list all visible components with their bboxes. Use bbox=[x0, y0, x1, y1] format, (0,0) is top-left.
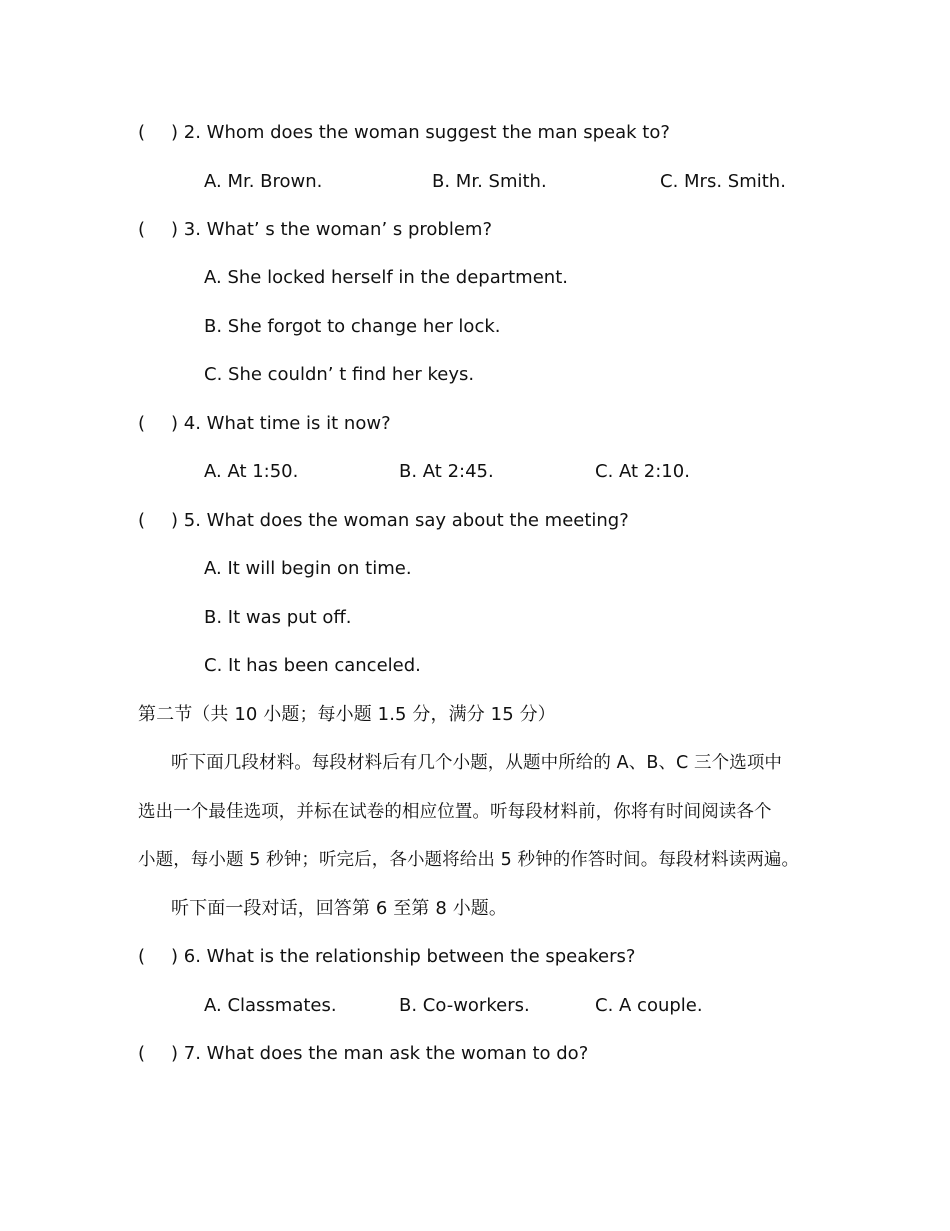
answer-blank-open-paren: ( bbox=[138, 946, 146, 967]
option-b: B. Co-workers. bbox=[399, 995, 530, 1016]
instruction-line-1: 听下面几段材料。每段材料后有几个小题，从题中所给的 A、B、C 三个选项中 bbox=[171, 753, 783, 773]
option-c: C. At 2:10. bbox=[595, 461, 690, 482]
option-a: A. Classmates. bbox=[204, 995, 337, 1016]
option-c: C. Mrs. Smith. bbox=[660, 171, 786, 192]
answer-blank-open-paren: ( bbox=[138, 510, 146, 531]
option-c: C. A couple. bbox=[595, 995, 703, 1016]
option-b: B. It was put off. bbox=[204, 607, 352, 628]
option-a: A. She locked herself in the department. bbox=[204, 267, 568, 288]
question-text: ) 3. What’ s the woman’ s problem? bbox=[171, 219, 493, 240]
question-text: ) 4. What time is it now? bbox=[171, 413, 391, 434]
option-b: B. At 2:45. bbox=[399, 461, 494, 482]
answer-blank-open-paren: ( bbox=[138, 1043, 146, 1064]
question-text: ) 7. What does the man ask the woman to do? bbox=[171, 1043, 589, 1064]
option-a: A. Mr. Brown. bbox=[204, 171, 323, 192]
section-heading: 第二节（共 10 小题；每小题 1.5 分，满分 15 分） bbox=[138, 704, 556, 725]
dialogue-directive: 听下面一段对话，回答第 6 至第 8 小题。 bbox=[171, 898, 507, 919]
option-c: C. She couldn’ t find her keys. bbox=[204, 364, 475, 385]
answer-blank-open-paren: ( bbox=[138, 413, 146, 434]
option-b: B. Mr. Smith. bbox=[432, 171, 547, 192]
instruction-line-2: 选出一个最佳选项，并标在试卷的相应位置。听每段材料前，你将有时间阅读各个 bbox=[138, 802, 772, 822]
option-a: A. It will begin on time. bbox=[204, 558, 412, 579]
option-b: B. She forgot to change her lock. bbox=[204, 316, 501, 337]
question-text: ) 2. Whom does the woman suggest the man speak to? bbox=[171, 122, 670, 143]
option-c: C. It has been canceled. bbox=[204, 655, 421, 676]
instruction-line-3: 小题，每小题 5 秒钟；听完后，各小题将给出 5 秒钟的作答时间。每段材料读两遍。 bbox=[138, 850, 800, 870]
answer-blank-open-paren: ( bbox=[138, 219, 146, 240]
question-text: ) 5. What does the woman say about the meeting? bbox=[171, 510, 629, 531]
question-text: ) 6. What is the relationship between the speakers? bbox=[171, 946, 636, 967]
answer-blank-open-paren: ( bbox=[138, 122, 146, 143]
option-a: A. At 1:50. bbox=[204, 461, 299, 482]
